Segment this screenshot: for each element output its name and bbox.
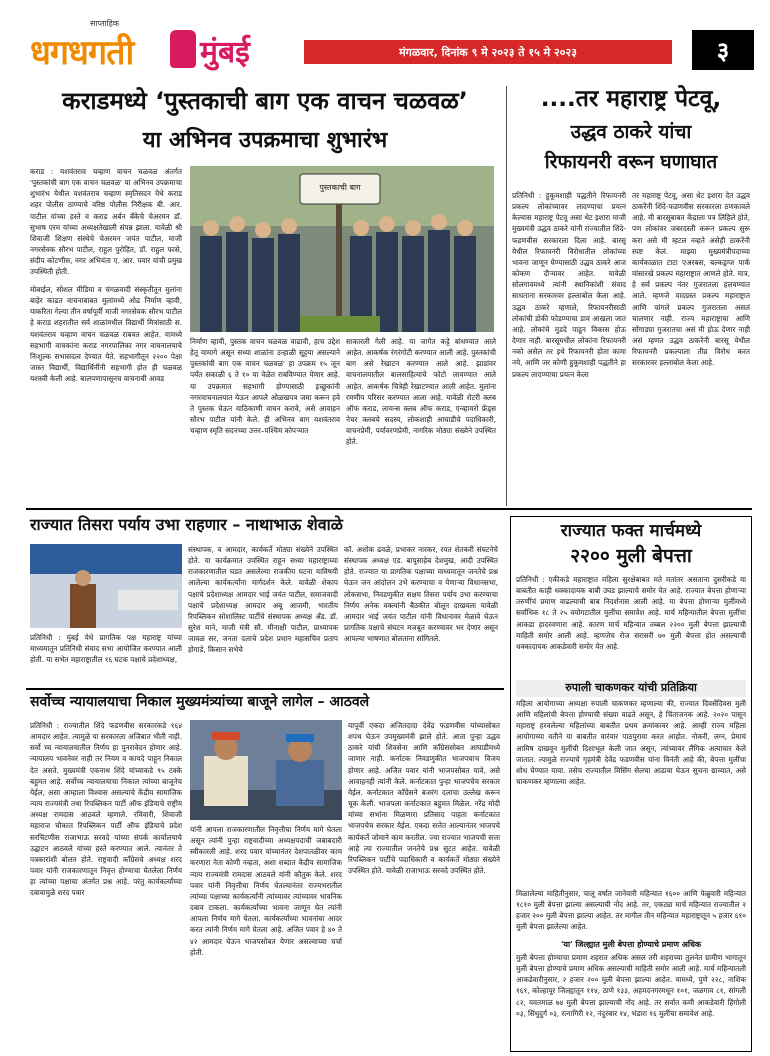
- story1-col1: कराड : यशवंतराव चव्हाण वाचन चळवळ अंतर्गत 'पुस्तकांची बाग एक वाचन चळवळ' या अभिनव उपक्रमाचा शुभारंभ येथील यशवंतराव चव्हाण स्मृतिसदन येथे कराड शहर पोलीस ठाण्याचे वरिष्ठ पोलीस निरीक्षक बी. आर. पाटील यांच्या हस्ते व कराड अर्बन बँकेचे चेअरमन डॉ. सुभाष एरम यांच्या अध्यक्षतेखाली संपन्न झाला. यावेळी श्री शिवाजी शिक्षण संस्थेचे चेअरमन जयंत पाटील, माजी नगरसेवक सौरभ पाटील, राहुल पुरोहित, डॉ. राहुल फासे, संदीप कोटणीस, नगर अभियंता ए. आर. पवार यांची प्रमुख उपस्थिती होती.: [30, 167, 182, 277]
- story3-headline: राज्यात तिसरा पर्याय उभा राहणार – नाथाभाऊ शेवाळे: [30, 515, 343, 534]
- story1-col4: साकारली गेली आहे. या जागेत कट्टे बांधण्यात आले आहेत. आकर्षक रंगरंगोटी करण्यात आली आहे. पुस्तकांची बाग असे रेखाटन करण्यात आले आहे. झाडांवर वाचनालयातील बालसाहित्याचे फोटो लावण्यात आले आहेत. आकर्षक चित्रेही रेखाटण्यात आली आहेत. मुलांना रमणीय परिसर करण्यात आला आहे. यावेळी रोटरी क्लब ऑफ कराड, लायन्स क्लब ऑफ कराड, एन्व्हायरो फ्रेंड्स नेचर क्लबचे सदस्य, लोकशाही आघाडीचे पदाधिकारी, वाचनप्रेमी, पर्यावरणप्रेमी, नागरिक मोठ्या संख्येने उपस्थित होते.: [346, 337, 496, 447]
- story5-headline-a: राज्यात फक्त मार्चमध्ये: [560, 521, 702, 541]
- logo-city: मुंबई: [200, 35, 250, 70]
- story2-headline-c: रिफायनरी वरून घणाघात: [544, 151, 718, 173]
- story3-photo: [30, 544, 182, 628]
- story3-col3: कॉ. अशोक ढवळे, प्रभाकर नारकर, रयत शेतकरी संघटनेचे संस्थापक अध्यक्ष एड. बापूसाहेब देशमुख, आदी उपस्थित होते. राज्यात या प्रागतिक पक्षाच्या माध्यमातून जनतेचे प्रश्न घेऊन जन आंदोलन उभे करण्याचा व येणाऱ्या विधानसभा, लोकसभा, निवडणुकीत सक्षम तिसरा पर्याय उभा करण्याचा निर्णय अनेक वक्त्यांनी बैठकीत बोलून दाखवला यावेळी आमदार भाई जयंत पाटील यांनी विधानावर मेळावे घेऊन प्रागतिक पक्षाचे संघटन मजबूत करण्यावर भर देणार असून आपल्या भाषणात बोलताना सांगितले.: [344, 545, 498, 644]
- story2-col2: तर महाराष्ट्र पेटवू, असा थेट इशारा देत उद्धव ठाकरेंनी शिंदे-फडणवीस सरकारला ठणकावले आहे. मी बारसूबाबत केंद्राला पत्र लिहिले होते, पण लोकांवर जबरदस्ती करून प्रकल्प सुरू करा असे मी म्हटल नव्हते असेही ठाकरेंनी स्पष्ट केलं. माझ्या मुख्यमंत्रीपदाच्या कार्यकाळात टाटा एअरबस, बल्कड्रग्ज पार्क यांसारखे प्रकल्प महाराष्ट्रात आणले होते. मात्र, हे सर्व प्रकल्प नंतर गुजरातला हलवण्यात आले. म्हणजे वादग्रस्त प्रकल्प महाराष्ट्रात आणि चांगले प्रकल्प गुजरातला असलं चालणार नाही. राज्य महाराष्ट्राचा आणि सोंगाड्या गुजरातचा असं मी होऊ देणार नाही असं म्हणत उद्धव ठाकरेंनी बारसू येथील रिफायनरी प्रकल्पाला तीव्र विरोध करत सरकारवर हल्लाबोल केला आहे.: [632, 191, 750, 368]
- speaker-photo-image: [30, 544, 182, 628]
- story1-col3: निर्माण व्हावी, पुस्तक वाचन चळवळ वाढावी, हाच उद्देश हेतू यामागे असून सध्या शाळांना उन्हाळी सुट्टया असल्याने पुस्तकांची बाग एक वाचन चळवळ' हा उपक्रम १५ जून पर्यंत सकाळी ६ ते १० या वेळेत राबविण्यात येणार आहे. या उपक्रमात सहभागी होण्यासाठी इच्छुकांनी नगरवाचनालयात येऊन आपले ओळखपत्र जमा करून हवे ते पुस्तक घेऊन याठिकाणी वाचन करावे, असे आवाहन सौरभ पाटील यांनी केले. ही अभिनव बाग यशवंतराव चव्हाण स्मृति सदनच्या उत्तर–पश्चिम कोपऱ्यात: [190, 337, 340, 436]
- story4-col1: प्रतिनिधी : राज्यातील शिंदे फडणवीस सरकारकडे १६४ आमदार आहेत. त्यामुळे या सरकारला अजिबात भीती नाही. सर्वो च्च न्यायालयातील निर्णय हा पुनरावेदन होणार आहे. न्यायालय भावनेवर नाही तर नियम व कायदे पाहून निकाल देत असते. मुख्यमंत्री एकनाथ शिंदे यांच्याकडे ९५ टक्के बहुमत आहे. सर्वोच्च न्यायालयाचा निकाल त्यांच्या बाजूनेच येईल, असा आम्हाला विश्वास असल्याचे केंद्रीय सामाजिक न्याय राज्यमंत्री तथा रिपब्लिकन पार्टी ऑफ इंडियाचे राष्ट्रीय अध्यक्ष रामदास आठवले म्हणाले. रविवारी, शिवाजी महाराज चौकात रिपब्लिकन पार्टी ऑफ इंडियाचे प्रदेश सरचिटणीस राजाभाऊ सरवदे यांच्या संपर्क कार्यालयाचे उद्घाटन आठवले यांच्या हस्ते करण्यात आले. त्यानंतर ते पत्रकारांशी बोलत होते. राष्ट्रवादी कॉंग्रेसचे अध्यक्ष शरद पवार यांनी राजकारणातून निवृत्त होण्याचा घेतलेला निर्णय हा त्यांच्या पक्षाचा अंतर्गत प्रश्न आहे. परंतु कार्यकर्त्यांच्या दबावामुळे शरद पवार: [30, 721, 182, 898]
- story4-col3: यापूर्वी एकदा अजितदादा देवेंद्र फडणवीस यांच्यासोबत शपथ घेऊन उपमुख्यमंत्री झाले होते. आता पुन्हा उद्धव ठाकरे यांची शिवसेना आणि काँग्रेससोबत आघाडीमध्ये जाणार नाही. कर्नाटक निवडणुकीत भाजपचाच विजय होणार आहे. अजित पवार यांनी भाजपसोबत यावे, असे आवाहनही त्यांनी केले. कर्नाटकात पुन्हा भाजपचेच सरकार येईल. कर्नाटकात काँग्रेसने बजरंग दलाचा उल्लेख करून चूक केली. भाजपला कर्नाटकात बहुमत मिळेल. नरेंद्र मोदी यांच्या सभांना मिळणारा प्रतिसाद पाहता कर्नाटकात भाजपचेच सरकार येईल. एकदा सत्तेत आल्यानंतर भाजपचे कार्यकर्ते जोमाने काम करतील. ज्या राज्यात भाजपची सत्ता आहे त्या राज्यातील जनतेचे प्रश्न सुटत आहेत. यावेळी रिपब्लिकन पार्टीचे पदाधिकारी व कार्यकर्ते मोठ्या संख्येने उपस्थित होते. यावेळी राजाभाऊ सरवदे उपस्थित होते.: [348, 721, 500, 876]
- leaders-photo-image: [190, 720, 342, 820]
- story1-photo: [190, 166, 494, 332]
- photo-sign-text: पुस्तकाची बाग: [319, 183, 361, 192]
- story4-headline: सर्वोच्च न्यायालयाचा निकाल मुख्यमंत्र्यांच्या बाजूने लागेल – आठवले: [30, 694, 370, 710]
- logo-tagline: साप्ताहिक: [90, 19, 120, 28]
- story5-subhead: रुपाली चाकणकर यांची प्रतिक्रिया: [516, 680, 746, 697]
- newspaper-logo: [30, 20, 290, 76]
- story5-sub-body: महिला आयोगाच्या अध्यक्षा रुपाली चाकणकर म्हणाल्या की, राज्यात दिवसेंदिवस मुली आणि महिलांची बेपत्ता होण्याची संख्या वाढते असून, हे चिंताजनक आहे. २०२० पासून महाराष्ट्र हरवलेल्या महिलांच्या बाबतीत प्रथम क्रमांकावर आहे. आम्ही राज्य महिला आयोगाच्या वतीने या बाबतीत वारंवार पाठपुरावा करत आहोत. नोकरी, लग्न, प्रेमाचं आमिष दाखवून मुलींची दिशाभूल केली जात असून, त्यांच्यावर लैंगिक अत्याचार केले जातात. त्यामुळे राज्याचे गृहमंत्री देवेंद्र फडणवीस यांना विनंती आहे की, बेपत्ता मुलींचा शोध घेण्यात यावा. तसेच राज्यातील मिसिंग सेलचा आढावा घेऊन सूचना द्याव्यात, असे चाकणकर म्हणाल्या आहेत.: [516, 699, 746, 787]
- story5-headline-b: २२०० मुली बेपत्ता: [570, 545, 692, 567]
- story1-headline-a: कराडमध्ये ‘पुस्तकाची बाग एक वाचन चळवळ’: [62, 87, 468, 115]
- date-bar: मंगळवार, दिनांक ९ मे २०२३ ते १५ मे २०२३: [304, 40, 672, 64]
- story5-body: प्रतिनिधी : एकीकडे महाराष्ट्रात महिला सुरक्षेबाबत मते मतांतर असताना दुसरीकडे या बाबतीत काही धक्कादायक बाबी उघड झाल्याचे समोर येत आहे. राज्यात बेपत्ता होणाऱ्या तरुणींचं प्रमाण वाढल्याची बाब निदर्शनास आली आहे. या बेपत्ता होणाऱ्या मुलींमध्ये सर्वाधिक १८ ते २५ वयोगटातील मुलींचा समावेश आहे. मार्च महिन्यातील बेपत्ता मुलींचा आकडा हादरवणारा आहे. कारण मार्च महिन्यात तब्बल २२०० मुली बेपत्ता झाल्याची माहिती समोर आली आहे. म्हणजेच रोज सरासरी ७० मुली बेपत्ता होत असल्याची धक्कादायक आकडेवारी समोर येत आहे.: [516, 575, 746, 651]
- story2-col1: प्रतिनिधी : हुकूमशाही पद्धतीने रिफायनरी प्रकल्प लोकांच्यावर लादण्याचा प्रयत्न केल्यास महाराष्ट्र पेटवू असा थेट इशारा माजी मुख्यमंत्री उद्धव ठाकरे यांनी राज्यातील शिंदे-फडणवीस सरकारला दिला आहे. बारसू येथील रिफायनरी विरोधातील लोकांच्या भावना जाणून घेण्यासाठी उद्धव ठाकरे आज कोकण दौऱ्यावर आहेत. यावेळी सोलगावमध्ये त्यांनी स्थानिकांशी संवाद साधताना सरकारवर हल्लाबोल केला आहे. उद्धव ठाकरे म्हणाले, रिफायनरीसाठी लोकांची डोकी फोडण्याचा डाव आखला जात आहे. लोकांचे मुडदे पाडून विकास होऊ देणार नाही. बारसूमधील लोकांना रिफायनरी नको असेल तर इथे रिफायनरी होता कामा नये, आणि जर कोणी हुकूमशाही पद्धतीने हा प्रकल्प लादण्याचा प्रयत्न केला: [512, 191, 626, 379]
- story5-stats-body: मिळालेल्या माहितीनुसार, चालू वर्षात जानेवारी महिन्यात १६०० आणि फेब्रुवारी महिन्यात १८१० मुली बेपत्ता झाल्या असल्याची नोंद आहे. तर, एकट्या मार्च महिन्यात राज्यातील २ हजार २०० मुली बेपत्ता झाल्या आहेत. तर मागील तीन महिन्यात महाराष्ट्रातून ५ हजार ६१० मुली बेपत्ता झालेल्या आहेत.: [516, 889, 746, 932]
- section-divider: [26, 508, 752, 510]
- story3-col1: प्रतिनिधी : मुंबई येथे प्रागतिक पक्ष महाराष्ट्र यांच्या माध्यमातून प्रतिनिधी संवाद सभा आयोजित करण्यात आली होती. या सभेत महाराष्ट्रातील १६ घटक पक्षाचे प्रदेशाध्यक्ष,: [30, 633, 182, 665]
- story1-headline-b: या अभिनव उपक्रमाचा शुभारंभ: [142, 128, 388, 153]
- page-number: ३: [692, 30, 754, 70]
- logo-paper-name: धगधगती: [30, 33, 134, 73]
- story5-stats-head: 'या' जिल्ह्यात मुली बेपत्ता होण्याचे प्रमाण अधिक: [560, 940, 702, 949]
- story2-headline-b: उद्धव ठाकरे यांचा: [570, 121, 692, 143]
- section-divider: [26, 688, 504, 690]
- story2-headline-a: ....तर महाराष्ट्र पेटवू,: [540, 86, 722, 112]
- story4-col2: यांनी आपला राजकारणातील निवृत्तीचा निर्णय मागे घेतला असून त्यांनी पुन्हा राष्ट्रवादीच्या अध्यक्षपदाची जबाबदारी स्वीकारली आहे. शरद पवार यांच्यानंतर देशपातळीवर काम करणारा नेता कोणी नव्हता, अशा शब्दात केंद्रीय सामाजिक न्याय राज्यमंत्री रामदास आठवले यांनी कौतुक केले. शरद पवार यांनी निवृत्तीचा निर्णय घेतल्यानंतर राज्यभरातील त्यांच्या पक्षाच्या कार्यकर्त्यांनी त्यांच्यावर त्यांच्यावर भावनिक दबाव टाकला. कार्यकर्त्यांच्या भावना जाणून घेत त्यांनी आपला निर्णय मागे घेतला. कार्यकर्त्यांच्या भावनांचा आदर करत त्यांनी निर्णय मागे घेतला आहे. अजित पवार हे ४० ते ४२ आमदार घेऊन भाजपसोबत येणार असल्याच्या चर्चा होती.: [190, 825, 342, 957]
- column-divider: [506, 86, 507, 506]
- story1-col2: मोबाईल, सोशल मीडिया व चंगळवादी संस्कृतीतून मुलांना बाहेर काढत वाचनाबाबत मुलांमध्ये ओढ निर्माण व्हावी, याकरिता गेल्या तीन वर्षापूर्वी माजी नगरसेवक सौरभ पाटील हे कराड शहरातील सर्व शाळांमधील विद्यार्थी मित्रांसाठी स. यशवंतराव चव्हाण वाचन चळवळ राबवत आहेत. यामध्ये सहभागी वाचकांना कराड नगरपालिका नगर वाचनालयाचे निःशुल्क सभासदत्व देण्यात येते. सहभागीतून २२०० पेक्षा जास्त विद्यार्थी, विद्यार्थिनींनी सहभागी होत ही चळवळ यशस्वी केली आहे. बालपणापासूनच वाचनाची आवड: [30, 285, 182, 384]
- masthead: [0, 0, 770, 78]
- fist-icon: [170, 30, 196, 68]
- story4-photo: [190, 720, 342, 820]
- story5-stats-body2: मुली बेपत्ता होण्याचा प्रमाण शहरात अधिक असल तरी शहराच्या तुलनेत ग्रामीण भागातून मुली बेपत्ता होण्याचे प्रमाण अधिक असल्याची माहिती समोर आली आहे. मार्च महिन्यातली आकडेवारीनुसार, २ हजार २०० मुली बेपत्ता झाल्या आहेत. यामध्ये, पुणे २२८, नाशिक १६१, कोल्हापूर जिल्ह्यातून ११४, ठाणे १३३, अहमदनगरमधून १०१, जळगाव ८१, सांगली ८२, यवतमाळ ७४ मुली बेपत्ता झाल्याची नोंद आहे. तर सर्वात कमी आकडेवारी हिंगोली ०३, सिंधुदुर्ग ०३, रत्नागिरी १२, नंदुरबार १४, भंडारा १६ मुलींचा समावेश आहे.: [516, 953, 746, 1018]
- story3-col2: संस्थापक, व आमदार, कार्यकर्ते मोठ्या संख्येने उपस्थित होते. या कार्यक्रमात उपस्थित राहून सध्या महाराष्ट्राच्या राजकारणातील घडत असलेल्या राजकीय घटना याविषयी आलेल्या कार्यकर्त्यांना मार्गदर्शन केले. यावेळी शेकाप पक्षाचे प्रदेशाध्यक्ष आमदार भाई जयंत पाटील, समाजवादी पक्षाचे प्रदेशाध्यक्ष आमदार अबू आजमी, भारतीय रिपब्लिकन सोशालिस्ट पार्टीचे संस्थापक अध्यक्ष अँड. डॉ. सुरेश माने, माजी मंत्री सौ. मीनाक्षी पाटील, प्राध्यापक जावळ सर, जनता दलाचे प्रदेश प्रधान महासचिव प्रताप होगाडे, किसान सभेचे: [188, 545, 338, 655]
